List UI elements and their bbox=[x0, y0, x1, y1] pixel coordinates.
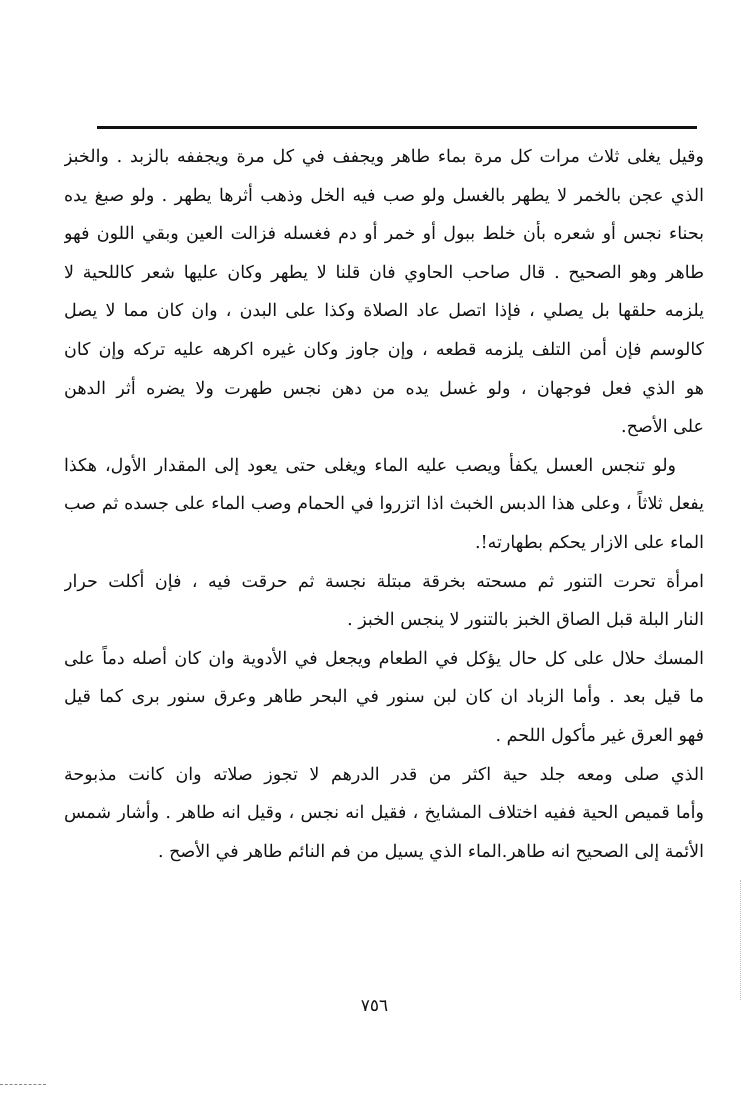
text-line: الذي عجن بالخمر لا يطهر بالغسل ولو صب فيه الخل وذهب أثرها يطهر . ولو صبغ يده bbox=[64, 185, 704, 206]
text-line: الأئمة إلى الصحيح انه طاهر.الماء الذي يسيل من فم النائم طاهر في الأصح . bbox=[157, 841, 704, 862]
text-line: بحناء نجس أو شعره بأن خلط ببول أو خمر أو دم فغسله فزالت العين وبقي اللون فهو bbox=[64, 224, 704, 245]
header-rule bbox=[97, 126, 697, 129]
text-line: يفعل ثلاثاً ، وعلى هذا الدبس الخبث اذا اتزروا في الحمام وصب الماء على جسده ثم صب bbox=[64, 494, 704, 515]
body-text bbox=[64, 138, 704, 871]
text-line: هو الذي فعل فوجهان ، ولو غسل يده من دهن نجس طهرت ولا يضره أثر الدهن bbox=[64, 378, 704, 399]
text-line: ما قيل بعد . وأما الزباد ان كان لبن سنور في البحر طاهر وعرق سنور برى كما قيل bbox=[64, 687, 704, 708]
text-line: امرأة تحرت التنور ثم مسحته بخرقة مبتلة نجسة ثم حرقت فيه ، فإن أكلت حرار bbox=[64, 571, 704, 592]
scan-artifact-line bbox=[0, 1084, 46, 1086]
text-line: فهو العرق غير مأكول اللحم . bbox=[495, 725, 704, 746]
text-line: المسك حلال على كل حال يؤكل في الطعام ويجعل في الأدوية وان كان أصله دماً على bbox=[64, 648, 704, 669]
text-line: ولو تنجس العسل يكفأ ويصب عليه الماء ويغلى حتى يعود إلى المقدار الأول، هكذا bbox=[64, 455, 676, 476]
text-line: النار البلة قبل الصاق الخبز بالتنور لا ينجس الخبز . bbox=[347, 610, 704, 631]
scan-artifact-edge bbox=[740, 880, 742, 1000]
page-number: ٧٥٦ bbox=[360, 996, 389, 1016]
text-line: وقيل يغلى ثلاث مرات كل مرة بماء طاهر ويجفف في كل مرة ويجففه بالزبد . والخبز bbox=[64, 147, 704, 167]
text-line: طاهر وهو الصحيح . قال صاحب الحاوي فان قلنا لا يطهر وكان عليها شعر كاللحية لا bbox=[64, 262, 704, 283]
text-line: الماء على الازار يحكم بطهارته!. bbox=[475, 532, 704, 553]
text-line: وأما قميص الحية ففيه اختلاف المشايخ ، فقيل انه نجس ، وقيل انه طاهر . وأشار شمس bbox=[64, 803, 704, 824]
text-line: كالوسم فإن أمن التلف يلزمه قطعه ، وإن جاوز وكان غيره اكرهه عليه تركه وإن كان bbox=[64, 339, 704, 360]
text-line: الذي صلى ومعه جلد حية اكثر من قدر الدرهم لا تجوز صلاته وان كانت مذبوحة bbox=[64, 764, 704, 785]
text-line: على الأصح. bbox=[621, 417, 704, 438]
text-line: يلزمه حلقها بل يصلي ، فإذا اتصل عاد الصلاة وكذا على البدن ، وان كان مما لا يصل bbox=[64, 301, 704, 322]
